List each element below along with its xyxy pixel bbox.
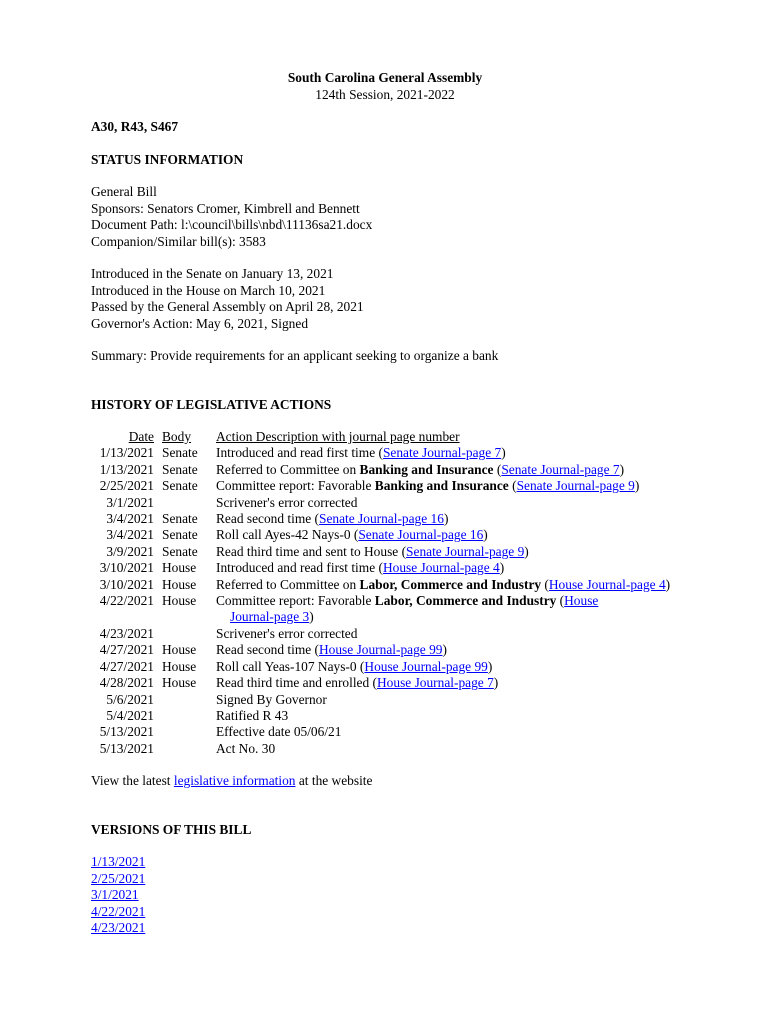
action-date: 3/10/2021 — [99, 576, 154, 592]
action-text: ) — [501, 445, 506, 461]
history-row — [91, 708, 677, 724]
action-text: ( — [556, 593, 565, 609]
document-path: Document Path: l:\council\bills\nbd\11136sa21.docx — [91, 217, 373, 232]
journal-link[interactable]: Senate Journal-page 16 — [319, 511, 444, 527]
journal-link[interactable]: House Journal-page 7 — [377, 675, 494, 691]
action-text: ( — [541, 576, 549, 592]
version-item — [91, 904, 701, 921]
journal-link[interactable]: Senate Journal-page 16 — [358, 527, 484, 543]
action-date: 1/13/2021 — [99, 445, 154, 461]
journal-link[interactable]: Senate Journal-page 7 — [382, 445, 502, 461]
action-description — [215, 577, 677, 593]
action-body: House — [162, 675, 197, 691]
bill-id: A30, R43, S467 — [91, 119, 179, 134]
action-date: 1/13/2021 — [99, 461, 154, 477]
version-link[interactable]: 4/23/2021 — [91, 920, 146, 936]
committee-name: Banking and Insurance — [374, 478, 509, 494]
action-description — [215, 560, 677, 576]
action-body — [154, 626, 215, 642]
history-row — [91, 560, 677, 576]
action-text: ) — [665, 576, 671, 592]
action-description — [215, 462, 677, 478]
action-description — [215, 708, 677, 724]
action-text: ) — [493, 675, 499, 691]
action-text: ) — [487, 658, 493, 674]
action-text: Scrivener's error corrected — [216, 494, 358, 510]
latest-info-prefix: View the latest — [91, 773, 174, 789]
history-row — [91, 675, 677, 691]
action-body: Senate — [162, 461, 198, 477]
version-link[interactable]: 1/13/2021 — [91, 854, 146, 870]
introduced-house: Introduced in the House on March 10, 2021 — [91, 282, 326, 298]
latest-info-line — [91, 773, 701, 790]
journal-link-continued[interactable]: Journal-page 3 — [230, 609, 310, 625]
action-text: Committee report: Favorable — [216, 593, 375, 609]
history-header-row — [91, 429, 677, 445]
history-row — [91, 642, 677, 658]
action-description — [215, 741, 677, 757]
assembly-title: South Carolina General Assembly — [287, 70, 483, 85]
action-date: 4/23/2021 — [99, 625, 154, 641]
action-description — [215, 495, 677, 511]
action-date: 5/13/2021 — [99, 740, 154, 756]
action-body: Senate — [162, 527, 198, 543]
action-date: 3/1/2021 — [106, 494, 154, 510]
versions-heading: VERSIONS OF THIS BILL — [91, 821, 252, 837]
action-description — [215, 675, 677, 691]
action-text: Effective date 05/06/21 — [216, 724, 342, 740]
journal-link[interactable]: House Journal-page 4 — [548, 576, 666, 592]
action-body: Senate — [162, 478, 198, 494]
document-page — [91, 70, 701, 937]
version-link[interactable]: 2/25/2021 — [91, 870, 146, 886]
history-row — [91, 593, 677, 626]
action-text: Referred to Committee on — [216, 576, 360, 592]
action-body — [154, 692, 215, 708]
action-text: Introduced and read first time ( — [216, 445, 383, 461]
legislative-information-link[interactable]: legislative information — [173, 773, 296, 789]
date-column-header: Date — [128, 429, 154, 444]
action-description — [215, 659, 677, 675]
status-heading: STATUS INFORMATION — [91, 151, 244, 167]
action-description — [215, 544, 677, 560]
history-row — [91, 511, 677, 527]
action-body: House — [162, 658, 197, 674]
introduced-senate: Introduced in the Senate on January 13, 2021 — [91, 266, 334, 281]
action-text: Ratified R 43 — [216, 707, 289, 723]
action-text: Read third time and sent to House ( — [216, 543, 407, 559]
action-description — [215, 511, 677, 527]
action-date: 5/6/2021 — [106, 691, 154, 707]
action-text: Committee report: Favorable — [216, 478, 375, 494]
action-body: House — [162, 560, 197, 576]
action-text: ) — [309, 609, 314, 625]
action-body — [154, 495, 215, 511]
action-body — [154, 741, 215, 757]
journal-link[interactable]: Senate Journal-page 9 — [406, 543, 525, 559]
passed-assembly: Passed by the General Assembly on April 28, 2021 — [91, 299, 364, 314]
history-row — [91, 527, 677, 543]
action-body — [154, 708, 215, 724]
action-date: 4/27/2021 — [99, 642, 154, 658]
action-text: Introduced and read first time ( — [216, 560, 383, 576]
action-text: ) — [524, 543, 529, 559]
journal-link[interactable]: Senate Journal-page 7 — [501, 461, 620, 477]
action-text: Read third time and enrolled ( — [216, 675, 378, 691]
history-row — [91, 478, 677, 494]
history-row — [91, 626, 677, 642]
action-description — [215, 626, 677, 642]
action-text: Read second time ( — [216, 511, 319, 527]
history-row — [91, 544, 677, 560]
history-table — [91, 429, 677, 757]
action-body: House — [162, 593, 197, 609]
action-text: ) — [442, 642, 447, 658]
action-description — [215, 692, 677, 708]
governor-action: Governor's Action: May 6, 2021, Signed — [91, 315, 309, 331]
history-row — [91, 659, 677, 675]
bill-type: General Bill — [91, 184, 157, 199]
version-link[interactable]: 4/22/2021 — [91, 903, 146, 919]
action-text: Scrivener's error corrected — [216, 625, 358, 641]
action-date: 5/4/2021 — [106, 707, 154, 723]
action-description — [215, 642, 677, 658]
action-description — [215, 527, 677, 543]
version-item — [91, 854, 701, 871]
version-item — [91, 871, 701, 888]
companion-bills: Companion/Similar bill(s): 3583 — [91, 233, 266, 249]
history-heading: HISTORY OF LEGISLATIVE ACTIONS — [91, 396, 332, 412]
session-label: 124th Session, 2021-2022 — [315, 86, 455, 102]
action-date: 4/28/2021 — [99, 675, 154, 691]
action-date: 4/27/2021 — [99, 658, 154, 674]
history-row — [91, 692, 677, 708]
bill-summary: Summary: Provide requirements for an applicant seeking to organize a bank — [91, 348, 499, 363]
committee-name: Labor, Commerce and Industry — [374, 593, 557, 609]
action-description — [215, 724, 677, 740]
versions-list — [91, 854, 701, 937]
action-text: Roll call Ayes-42 Nays-0 ( — [216, 527, 359, 543]
action-body: Senate — [162, 511, 198, 527]
history-row — [91, 741, 677, 757]
body-column-header: Body — [162, 429, 192, 444]
action-text: ) — [443, 511, 449, 527]
action-date: 3/4/2021 — [106, 527, 154, 543]
action-text: Roll call Yeas-107 Nays-0 ( — [216, 658, 365, 674]
history-row — [91, 445, 677, 461]
history-row — [91, 462, 677, 478]
description-column-header: Action Description with journal page number — [216, 429, 460, 444]
action-text: Read second time ( — [216, 642, 319, 658]
action-description — [215, 593, 677, 626]
journal-link[interactable]: House Journal-page 99 — [364, 658, 488, 674]
version-link[interactable]: 3/1/2021 — [91, 887, 139, 903]
action-text: ) — [619, 461, 625, 477]
action-text: Signed By Governor — [216, 691, 327, 707]
history-row — [91, 724, 677, 740]
action-date: 3/4/2021 — [106, 511, 154, 527]
version-item — [91, 887, 701, 904]
action-body: Senate — [162, 543, 198, 559]
journal-link[interactable]: House Journal-page 4 — [382, 560, 500, 576]
committee-name: Labor, Commerce and Industry — [359, 576, 542, 592]
action-description — [215, 445, 677, 461]
latest-info-suffix: at the website — [295, 773, 373, 789]
version-item — [91, 920, 701, 937]
action-text: ) — [634, 478, 640, 494]
action-text: ) — [483, 527, 488, 543]
committee-name: Banking and Insurance — [359, 461, 494, 477]
action-body: House — [162, 576, 197, 592]
action-date: 2/25/2021 — [99, 478, 154, 494]
action-date: 4/22/2021 — [99, 593, 154, 609]
action-text: ) — [499, 560, 505, 576]
sponsors: Sponsors: Senators Cromer, Kimbrell and Bennett — [91, 200, 360, 216]
action-text: ( — [493, 461, 502, 477]
action-date: 5/13/2021 — [99, 724, 154, 740]
history-row — [91, 495, 677, 511]
journal-link[interactable]: Senate Journal-page 9 — [516, 478, 635, 494]
action-body: House — [162, 642, 197, 658]
journal-link[interactable]: House Journal-page 99 — [319, 642, 443, 658]
history-row — [91, 577, 677, 593]
action-body — [154, 724, 215, 740]
action-date: 3/10/2021 — [99, 560, 154, 576]
action-body: Senate — [162, 445, 198, 461]
journal-link[interactable]: House — [564, 593, 599, 609]
action-date: 3/9/2021 — [106, 543, 154, 559]
action-text: Act No. 30 — [216, 740, 276, 756]
action-text: ( — [508, 478, 517, 494]
action-text: Referred to Committee on — [216, 461, 360, 477]
action-description — [215, 478, 677, 494]
